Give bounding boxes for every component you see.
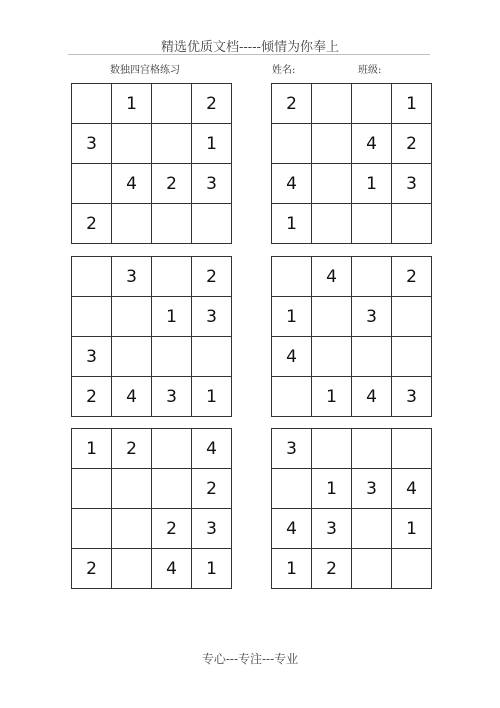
grid-cell: 1	[192, 549, 232, 589]
sudoku-grid-1	[71, 83, 232, 244]
grid-cell: 3	[312, 509, 352, 549]
grid-row	[272, 377, 432, 417]
grid-cell	[392, 429, 432, 469]
grid-cell: 2	[72, 549, 112, 589]
header-divider	[68, 54, 430, 55]
grid-cell	[112, 337, 152, 377]
grid-row	[72, 377, 232, 417]
grid-cell: 1	[112, 84, 152, 124]
grid-cell: 2	[272, 84, 312, 124]
name-field-label: 姓名:	[272, 65, 296, 76]
grid-cell: 3	[192, 297, 232, 337]
grid-row	[72, 549, 232, 589]
grid-row	[72, 297, 232, 337]
grid-cell	[352, 337, 392, 377]
grid-cell: 2	[152, 164, 192, 204]
grid-cell: 1	[72, 429, 112, 469]
grid-cell: 3	[352, 469, 392, 509]
grid-cell	[312, 337, 352, 377]
grid-cell	[72, 509, 112, 549]
grid-cell: 3	[192, 509, 232, 549]
grid-row	[272, 297, 432, 337]
grid-cell	[272, 257, 312, 297]
grid-cell: 4	[272, 164, 312, 204]
grid-cell	[352, 549, 392, 589]
sudoku-grid-4	[271, 256, 432, 417]
grid-cell	[152, 84, 192, 124]
grid-cell: 3	[392, 164, 432, 204]
grid-cell	[272, 469, 312, 509]
grid-cell	[112, 509, 152, 549]
grid-row	[72, 164, 232, 204]
grid-cell: 1	[272, 297, 312, 337]
grid-cell: 1	[352, 164, 392, 204]
grid-cell: 2	[312, 549, 352, 589]
grid-cell	[272, 377, 312, 417]
grid-row	[272, 469, 432, 509]
grid-cell	[72, 297, 112, 337]
grid-cell	[312, 84, 352, 124]
grid-cell: 2	[392, 257, 432, 297]
grid-cell	[392, 297, 432, 337]
grid-cell: 3	[352, 297, 392, 337]
grid-cell	[312, 164, 352, 204]
class-field-label: 班级:	[358, 65, 382, 76]
grid-row	[72, 204, 232, 244]
grid-cell	[152, 429, 192, 469]
grid-cell	[72, 164, 112, 204]
grid-cell	[72, 84, 112, 124]
grid-cell: 1	[312, 469, 352, 509]
grid-cell	[152, 469, 192, 509]
grid-cell	[152, 204, 192, 244]
grid-cell	[112, 469, 152, 509]
grid-cell	[312, 124, 352, 164]
grid-cell: 3	[112, 257, 152, 297]
sudoku-grid-6	[271, 428, 432, 589]
grid-row	[72, 469, 232, 509]
sudoku-grid-3	[71, 256, 232, 417]
grid-cell: 3	[152, 377, 192, 417]
grid-cell: 3	[72, 337, 112, 377]
grid-cell	[312, 429, 352, 469]
grid-cell: 2	[152, 509, 192, 549]
grid-cell	[112, 204, 152, 244]
grid-cell: 2	[392, 124, 432, 164]
page-footer: 专心---专注---专业	[201, 652, 299, 666]
grid-cell: 4	[192, 429, 232, 469]
grid-cell: 3	[392, 377, 432, 417]
grid-row	[272, 337, 432, 377]
grid-row	[272, 549, 432, 589]
grid-cell: 4	[272, 509, 312, 549]
grid-cell	[112, 297, 152, 337]
grid-cell: 4	[392, 469, 432, 509]
grid-row	[272, 509, 432, 549]
grid-cell	[72, 469, 112, 509]
grid-cell	[392, 204, 432, 244]
grid-cell	[72, 257, 112, 297]
grid-cell	[192, 204, 232, 244]
grid-row	[72, 509, 232, 549]
grid-cell: 1	[192, 377, 232, 417]
grid-cell: 4	[352, 377, 392, 417]
grid-cell: 4	[312, 257, 352, 297]
grid-row	[272, 124, 432, 164]
grid-cell: 1	[272, 549, 312, 589]
grid-row	[72, 257, 232, 297]
grid-cell: 2	[192, 469, 232, 509]
grid-cell: 4	[112, 164, 152, 204]
sudoku-grid-5	[71, 428, 232, 589]
grid-cell	[152, 257, 192, 297]
grid-row	[72, 84, 232, 124]
grid-cell: 2	[72, 377, 112, 417]
grid-cell: 1	[312, 377, 352, 417]
grid-cell	[392, 549, 432, 589]
grid-cell: 4	[352, 124, 392, 164]
grid-cell	[112, 124, 152, 164]
grid-row	[72, 337, 232, 377]
grid-cell	[152, 124, 192, 164]
grid-cell: 1	[152, 297, 192, 337]
grid-cell	[272, 124, 312, 164]
page-header-title: 精选优质文档-----倾情为你奉上	[161, 40, 339, 55]
sudoku-grid-2	[271, 83, 432, 244]
grid-cell	[192, 337, 232, 377]
worksheet-title: 数独四宫格练习	[110, 65, 180, 76]
grid-cell	[352, 509, 392, 549]
grid-cell	[352, 257, 392, 297]
grid-row	[272, 204, 432, 244]
grid-cell: 1	[392, 509, 432, 549]
grid-cell: 1	[192, 124, 232, 164]
grid-row	[72, 124, 232, 164]
grid-cell: 3	[272, 429, 312, 469]
grid-row	[272, 257, 432, 297]
grid-cell: 3	[72, 124, 112, 164]
grid-row	[272, 429, 432, 469]
grid-row	[72, 429, 232, 469]
grid-cell	[352, 429, 392, 469]
grid-cell	[312, 204, 352, 244]
grid-cell	[112, 549, 152, 589]
grid-cell	[152, 337, 192, 377]
grid-cell: 4	[272, 337, 312, 377]
grid-cell: 1	[392, 84, 432, 124]
grid-cell: 4	[112, 377, 152, 417]
grid-cell: 3	[192, 164, 232, 204]
grid-cell	[312, 297, 352, 337]
grid-cell: 2	[112, 429, 152, 469]
grid-cell: 4	[152, 549, 192, 589]
grid-row	[272, 164, 432, 204]
grid-row	[272, 84, 432, 124]
grid-cell: 2	[192, 84, 232, 124]
grid-cell: 2	[192, 257, 232, 297]
grid-cell: 1	[272, 204, 312, 244]
grid-cell	[392, 337, 432, 377]
grid-cell	[352, 84, 392, 124]
grid-cell: 2	[72, 204, 112, 244]
grid-cell	[352, 204, 392, 244]
